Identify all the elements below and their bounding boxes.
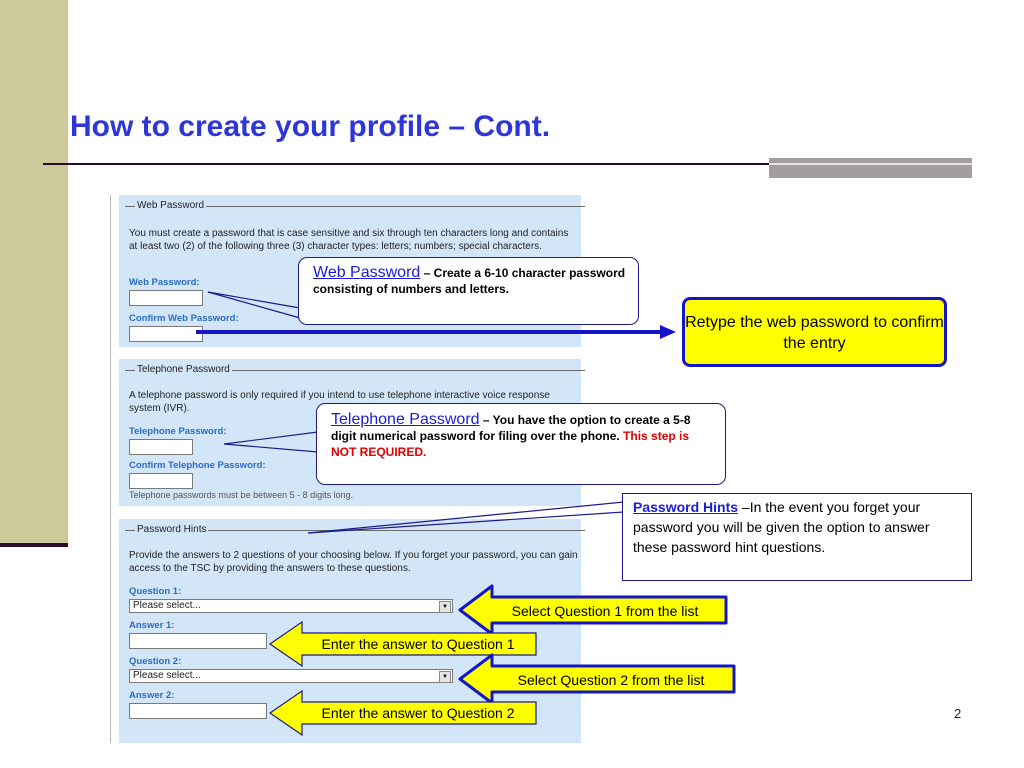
telephone-password-label: Telephone Password: [129,426,227,437]
web-password-callout-head: Web Password [313,264,421,281]
telephone-callout-not-required: This step is NOT REQUIRED. [331,429,690,459]
hints-callout-text: –In the event you forget your password you will be given the option to answer these password hint questions. [633,499,930,555]
hints-callout-head: Password Hints [633,499,739,515]
question-1-label: Question 1: [129,586,182,597]
answer-q2-label: Enter the answer to Question 2 [321,705,515,721]
telephone-password-legend-text: Telephone Password [137,364,230,375]
telephone-password-description: A telephone password is only required if you intend to use telephone interactive voice response system (IVR). [129,390,550,414]
question-2-selected: Please select... [133,670,201,681]
question-2-label: Question 2: [129,656,182,667]
web-password-callout-text: – Create a 6-10 character password consisting of numbers and letters. [313,266,626,296]
select-q1-label: Select Question 1 from the list [511,603,699,619]
confirm-web-password-label: Confirm Web Password: [129,313,239,324]
question-1-selected: Please select... [133,600,201,611]
telephone-pointer-line-2 [224,444,318,452]
answer-q1-label: Enter the answer to Question 1 [321,636,515,652]
retype-callout: Retype the web password to confirm the entry [682,297,947,367]
answer-1-label: Answer 1: [129,620,175,631]
page-number: 2 [954,706,962,721]
chevron-down-icon[interactable]: ▼ [439,601,451,613]
web-password-label: Web Password: [129,277,200,288]
password-hints-description: Provide the answers to 2 questions of your choosing below. If you forget your password, you can gain access to the TSC by providing the answers to these questions. [129,550,578,574]
slide-title: How to create your profile – Cont. [70,110,551,143]
select-q2-label: Select Question 2 from the list [517,672,705,688]
hints-pointer-line-2 [308,512,624,533]
telephone-password-callout [316,403,726,485]
password-hints-legend-text: Password Hints [137,524,207,535]
telephone-password-note: Telephone passwords must be between 5 - 8 digits long. [129,490,354,500]
web-password-description: You must create a password that is case sensitive and six through ten characters long and contains at least two (2) of the following three (3) character types: letters; numbers; special characters. [129,228,569,252]
retype-arrow-head [660,325,676,339]
password-hints-callout [622,493,972,581]
web-password-legend-text: Web Password [137,200,205,211]
telephone-pointer-line [224,432,318,444]
hints-pointer-line [308,502,624,533]
chevron-down-icon[interactable]: ▼ [439,671,451,683]
confirm-telephone-password-label: Confirm Telephone Password: [129,460,266,471]
telephone-callout-head: Telephone Password [331,411,480,428]
telephone-callout-text: – You have the option to create a 5-8 digit numerical password for filing over the phone. [331,413,691,443]
answer-2-label: Answer 2: [129,690,175,701]
web-password-callout [298,257,639,325]
